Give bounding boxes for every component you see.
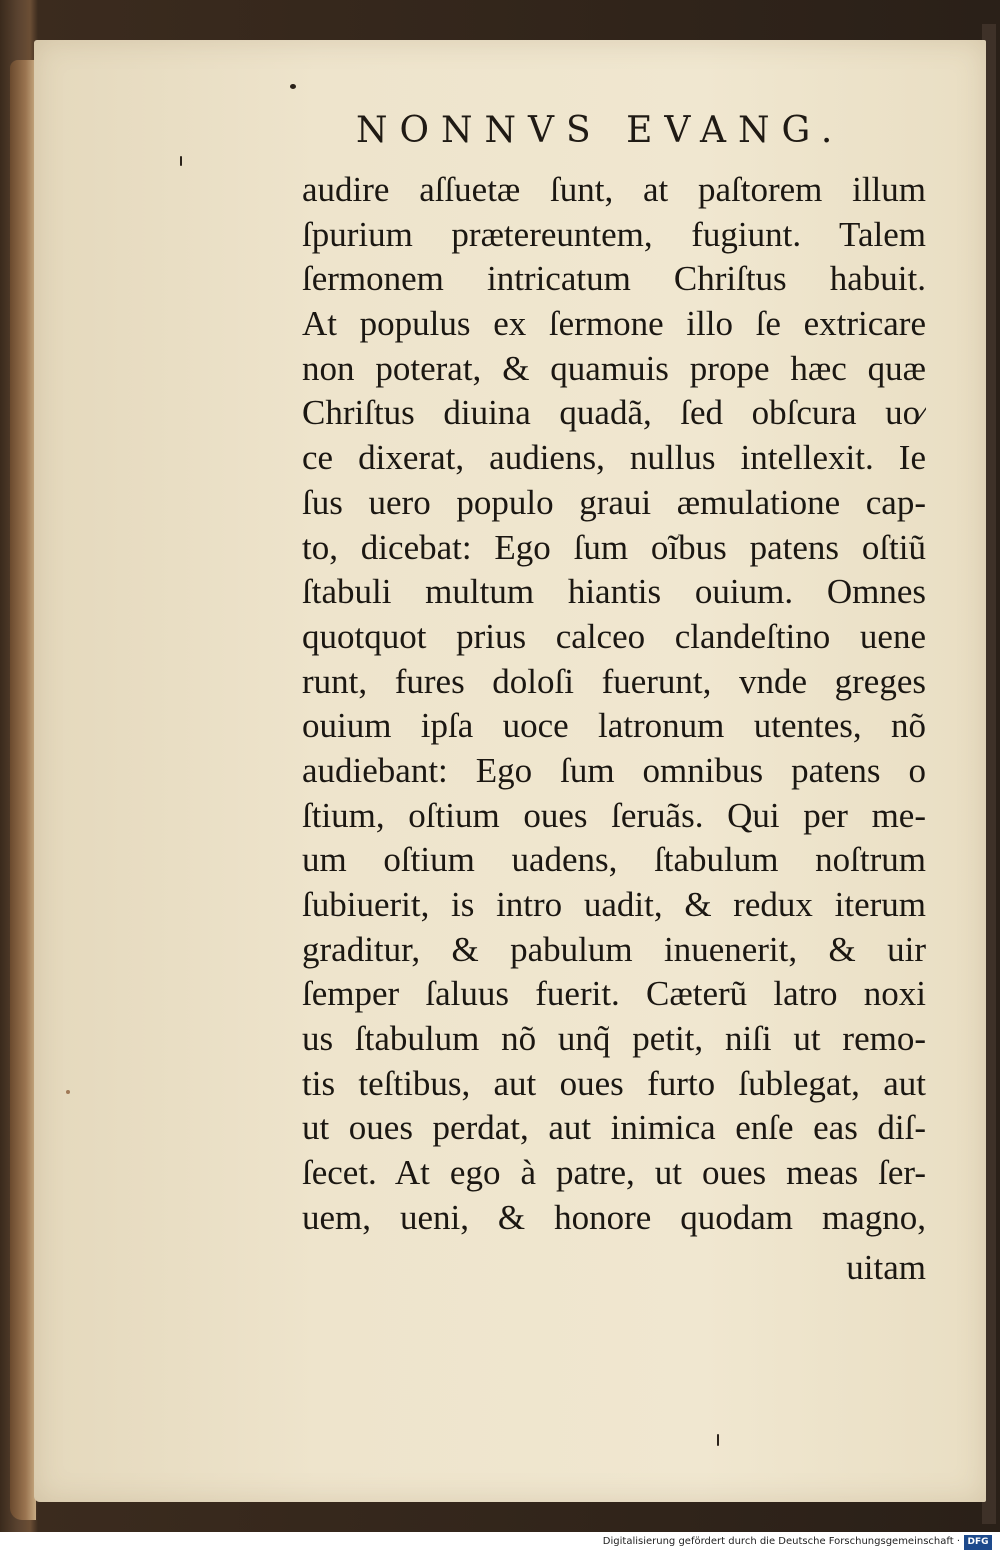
dfg-logo: DFG [964,1535,992,1550]
text-line: ce dixerat, audiens, nullus intellexit. Ie [302,438,926,478]
text-line: uem, ueni, & honore quodam magno, [302,1197,926,1237]
catchword: uitam [846,1248,926,1287]
ink-speck [66,1090,70,1094]
text-line: ſubiuerit, is intro uadit, & redux iterum [302,885,926,924]
text-line: ſpurium prætereuntem, fugiunt. Talem [302,214,926,254]
text-line: non poterat, & quamuis prope hæc quæ [302,348,926,388]
text-line: to, dicebat: Ego ſum oĩbus patens oſtiũ [302,527,926,567]
text-line: ut oues perdat, aut inimica enſe eas diſ- [302,1108,926,1148]
text-line: ſemper ſaluus fuerit. Cæterũ latro noxi [302,974,926,1014]
text-line: audire aſſuetæ ſunt, at paſtorem illum [302,170,926,209]
footer-bar [0,1532,1000,1554]
text-block [302,168,926,1241]
text-line: ouium ipſa uoce latronum utentes, nõ [302,706,926,746]
text-line: us ſtabulum nõ unq̃ petit, niſi ut remo- [302,1019,926,1059]
text-line: ſecet. At ego à patre, ut oues meas ſer- [302,1153,926,1193]
ink-speck [180,156,182,166]
text-line: ſermonem intricatum Chriſtus habuit. [302,259,926,299]
footer-credit: Digitalisierung gefördert durch die Deutsche Forschungsgemeinschaft · [602,1536,960,1547]
text-line: um oſtium uadens, ſtabulum noſtrum [302,840,926,880]
text-line: quotquot prius calceo clandeſtino uene [302,616,926,656]
text-line: runt, fures doloſi fuerunt, vnde greges [302,661,926,701]
page-edge-left [10,60,36,1520]
ink-speck [717,1434,719,1446]
text-line: graditur, & pabulum inuenerit, & uir [302,929,926,969]
text-line: At populus ex ſermone illo ſe extricare [302,304,926,344]
text-line: Chriſtus diuina quadã, ſed obſcura uo⁄ [302,393,926,433]
text-line: ſus uero populo graui æmulatione cap- [302,482,926,522]
text-line: audiebant: Ego ſum omnibus patens o [302,750,926,790]
running-head: NONNVS EVANG. [356,110,845,151]
text-line: ſtabuli multum hiantis ouium. Omnes [302,572,926,612]
ink-speck [290,84,296,89]
text-line: tis teſtibus, aut oues furto ſublegat, aut [302,1063,926,1103]
text-line: ſtium, oſtium oues ſeruãs. Qui per me- [302,795,926,835]
